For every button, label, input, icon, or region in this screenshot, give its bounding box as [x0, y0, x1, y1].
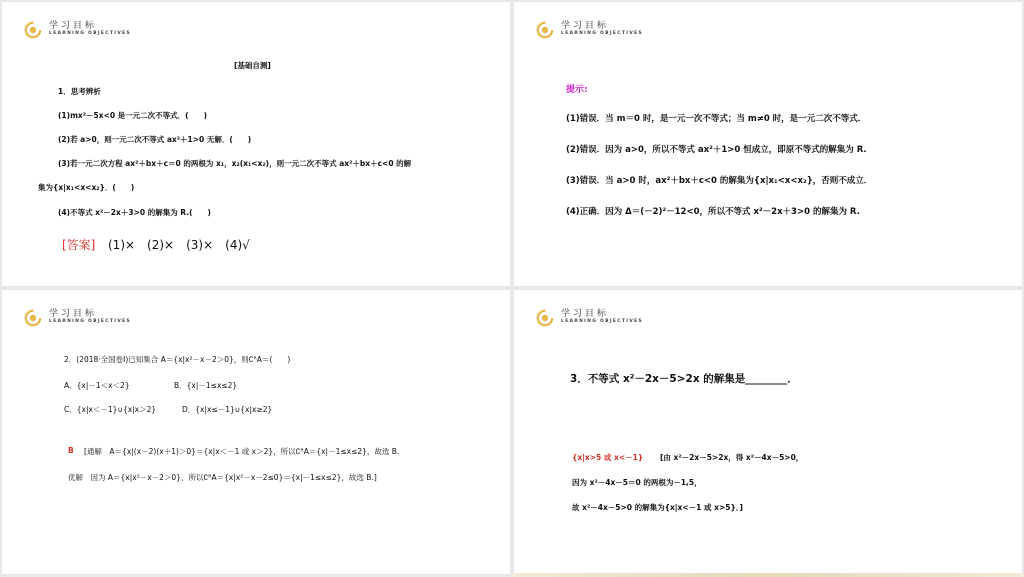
header-title: 学习目标 — [561, 21, 610, 31]
list-item: (3)错误．当 a>0 时，ax²＋bx＋c<0 的解集为{x|x₁<x<x₂}，否则不成立． — [566, 176, 873, 186]
question-text: 2．(2018·全国卷Ⅰ)已知集合 A＝{x|x²－x－2＞0}，则∁ᴿA＝( ) — [64, 355, 291, 364]
slide-4 — [514, 290, 1022, 574]
slide-1 — [2, 2, 510, 286]
option-c: C．{x|x＜－1}∪{x|x＞2} — [64, 405, 157, 414]
answer-text: (1)× (2)× (3)× (4)√ — [108, 238, 250, 252]
option-d: D．{x|x≤－1}∪{x|x≥2} — [182, 405, 273, 414]
answer-text: {x|x>5 或 x<－1} — [572, 453, 644, 462]
list-item: (3)若一元二次方程 ax²＋bx＋c＝0 的两根为 x₁，x₂(x₁<x₂)，则一元二次不等式 ax²＋bx＋c<0 的解 — [58, 159, 412, 168]
question-title: 1．思考辨析 — [58, 87, 101, 96]
answer-label: [答案] — [62, 238, 96, 252]
header-title: 学习目标 — [49, 21, 98, 31]
list-item: (4)不等式 x²－2x＋3>0 的解集为 R.( ) — [58, 208, 211, 217]
sun-logo-icon — [536, 309, 554, 327]
solution-line: 优解 因为 A＝{x|x²－x－2＞0}，所以∁ᴿA＝{x|x²－x－2≤0}＝{x|－1≤x≤2}，故选 B.] — [68, 473, 377, 482]
list-item: (4)正确．因为 Δ＝(－2)²－12<0，所以不等式 x²－2x＋3>0 的解集为 R. — [566, 207, 860, 217]
answer-choice: B — [68, 446, 74, 455]
question-text: 3．不等式 x²－2x－5>2x 的解集是________． — [570, 373, 798, 385]
list-item: 集为{x|x₁<x<x₂}．( ) — [38, 183, 135, 192]
list-item: (2)若 a>0，则一元二次不等式 ax²＋1>0 无解．( ) — [58, 135, 252, 144]
header-title: 学习目标 — [561, 309, 610, 319]
header-subtitle: LEARNING OBJECTIVES — [561, 319, 643, 324]
sun-logo-icon — [24, 21, 42, 39]
slide-3 — [2, 290, 510, 574]
header-subtitle: LEARNING OBJECTIVES — [49, 31, 131, 36]
header-title: 学习目标 — [49, 309, 98, 319]
solution-line: [由 x²－2x－5>2x，得 x²－4x－5>0， — [660, 453, 804, 462]
solution-line: 因为 x²－4x－5＝0 的两根为－1,5， — [572, 478, 702, 487]
list-item: (1)mx²－5x<0 是一元二次不等式．( ) — [58, 111, 208, 120]
option-a: A．{x|－1＜x＜2} — [64, 381, 130, 390]
solution-line: 故 x²－4x－5>0 的解集为{x|x<－1 或 x>5}．] — [572, 503, 743, 512]
header-subtitle: LEARNING OBJECTIVES — [561, 31, 643, 36]
option-b: B．{x|－1≤x≤2} — [174, 381, 238, 390]
sun-logo-icon — [24, 309, 42, 327]
solution-line: [通解 A＝{x|(x－2)(x＋1)＞0}＝{x|x＜－1 或 x＞2}，所以∁ᴿA＝{x|－1≤x≤2}，故选 B. — [84, 447, 400, 456]
section-heading: [基础自测] — [234, 61, 271, 70]
sun-logo-icon — [536, 21, 554, 39]
slide-2 — [514, 2, 1022, 286]
hint-label: 提示: — [566, 85, 588, 95]
header-subtitle: LEARNING OBJECTIVES — [49, 319, 131, 324]
list-item: (2)错误．因为 a>0，所以不等式 ax²＋1>0 恒成立，即原不等式的解集为 R. — [566, 145, 867, 155]
next-slide-edge — [512, 573, 1024, 577]
list-item: (1)错误．当 m＝0 时，是一元一次不等式；当 m≠0 时，是一元二次不等式． — [566, 114, 867, 124]
